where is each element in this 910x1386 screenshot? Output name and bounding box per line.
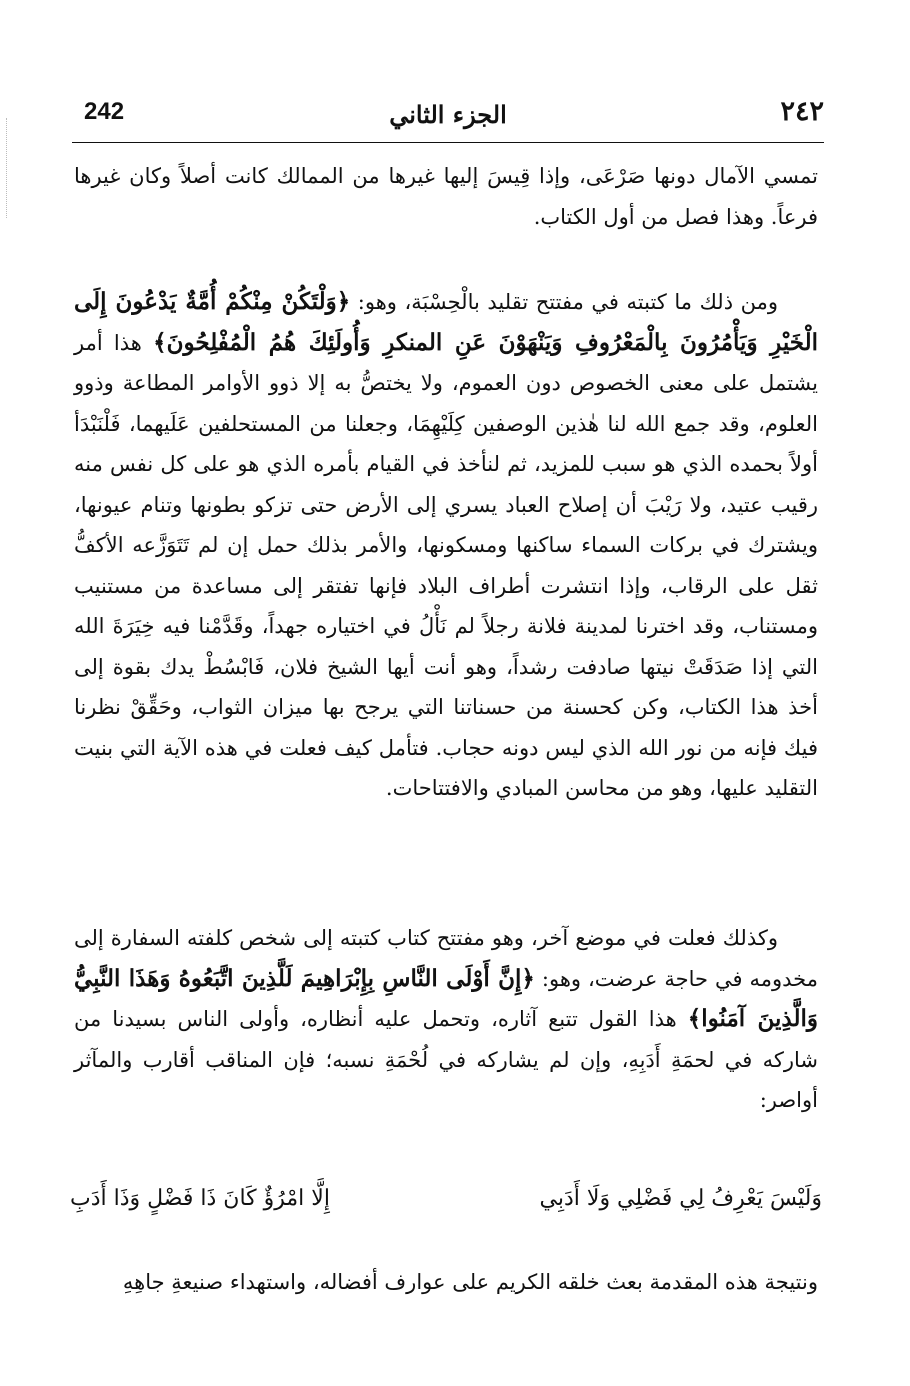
quran-quote-2: ﴿إِنَّ أَوْلَى النَّاسِ بِإِبْرَاهِيمَ لَلَّذِينَ اتَّبَعُوهُ وَهَذَا النَّبِيُّ وَالَّذِينَ آمَنُوا﴾ [74,964,818,1032]
paragraph-3-body: هذا القول تتبع آثاره، وتحمل عليه أنظاره، وأولى الناس بسيدنا من شاركه في لحمَةِ أَدَبِهِ، وإن لم يشاركه في لُحْمَةِ نسبه؛ فإن المناقب أقارب والمآثر أواصر: [74,1007,818,1112]
page-number-latin: 242 [84,98,125,125]
paragraph-4 [74,1262,818,1303]
page-number-arabic: ٢٤٢ [780,96,824,127]
paragraph-1 [74,156,818,237]
paragraph-3-intro: وكذلك فعلت في موضع آخر، وهو مفتتح كتاب كتبته إلى شخص كلفته السفارة إلى مخدومه في حاجة عرضت، وهو: [74,926,818,991]
paragraph-2-intro: ومن ذلك ما كتبته في مفتتح تقليد بالْحِسْبَة، وهو: [350,290,778,314]
paragraph-3-text [74,918,818,1121]
quran-quote-1: ﴿وَلْتَكُنْ مِنْكُمْ أُمَّةٌ يَدْعُونَ إِلَى الْخَيْرِ وَيَأْمُرُونَ بِالْمَعْرُوفِ وَيَنْهَوْنَ عَنِ المنكرِ وَأُولَئِكَ هُمُ الْمُفْلِحُونَ﴾ [74,288,819,356]
margin-mark [6,118,10,218]
paragraph-2-text [74,282,818,809]
poetry-verse [70,1186,822,1230]
page-header [72,96,824,143]
paragraph-3 [74,918,818,1121]
paragraph-2 [74,282,818,809]
paragraph-1-text: تمسي الآمال دونها صَرْعَى، وإذا قِيسَ إليها غيرها من الممالك كانت أصلاً وكان غيرها فرعاً. وهذا فصل من أول الكتاب. [74,164,818,229]
paragraph-2-body: هذا أمر يشتمل على معنى الخصوص دون العموم، ولا يختصُّ به إلا ذوو الأوامر المطاعة وذوو العلوم، وقد جمع الله لنا هٰذين الوصفين كِلَيْهِمَا، وجعلنا من المستحلفين عَلَيهما، فَلْنَبْدَأ أولاً بحمده الذي هو سبب للمزيد، ثم لنأخذ في القيام بأمره الذي هو على كل نفس منه رقيب عتيد، ولا رَيْبَ أن إصلاح العباد يسري إلى الأرض حتى تزكو بطونها وتنام عيونها، ويشترك في بركات السماء ساكنها ومسكونها، والأمر بذلك حمل إن لم تَتَوَزَّعه الأكفُّ ثقل على الرقاب، وإذا انتشرت أطراف البلاد فإنها تفتقر إلى مساعدة من مستنيب ومستناب، وقد اخترنا لمدينة فلانة رجلاً لم نَأْلُ في اختياره جهداً، وقَدَّمْنا فيه خِيَرَةَ الله التي إذا صَدَقَتْ نيتها صادفت رشداً، وهو أنت أيها الشيخ فلان، فَابْسُطْ يدك بقوة إلى أخذ هذا الكتاب، وكن كحسنة من حسناتنا التي يرجح بها ميزان الثواب، وحَقِّقْ نظرنا فيك فإنه من نور الله الذي ليس دونه حجاب. فتأمل كيف فعلت في هذه الآية التي بنيت التقليد عليها، وهو من محاسن المبادي والافتتاحات. [74,330,818,800]
verse-second-hemistich: إِلَّا امْرُؤٌ كَانَ ذَا فَضْلٍ وَذَا أَدَبِ [70,1186,330,1211]
verse-first-hemistich: وَلَيْسَ يَعْرِفُ لِي فَضْلِي وَلَا أَدَبِي [539,1186,822,1211]
paragraph-4-text: ونتيجة هذه المقدمة بعث خلقه الكريم على عوارف أفضاله، واستهداء صنيعةِ جاهِهِ [122,1270,818,1294]
running-title: الجزء الثاني [389,100,507,129]
